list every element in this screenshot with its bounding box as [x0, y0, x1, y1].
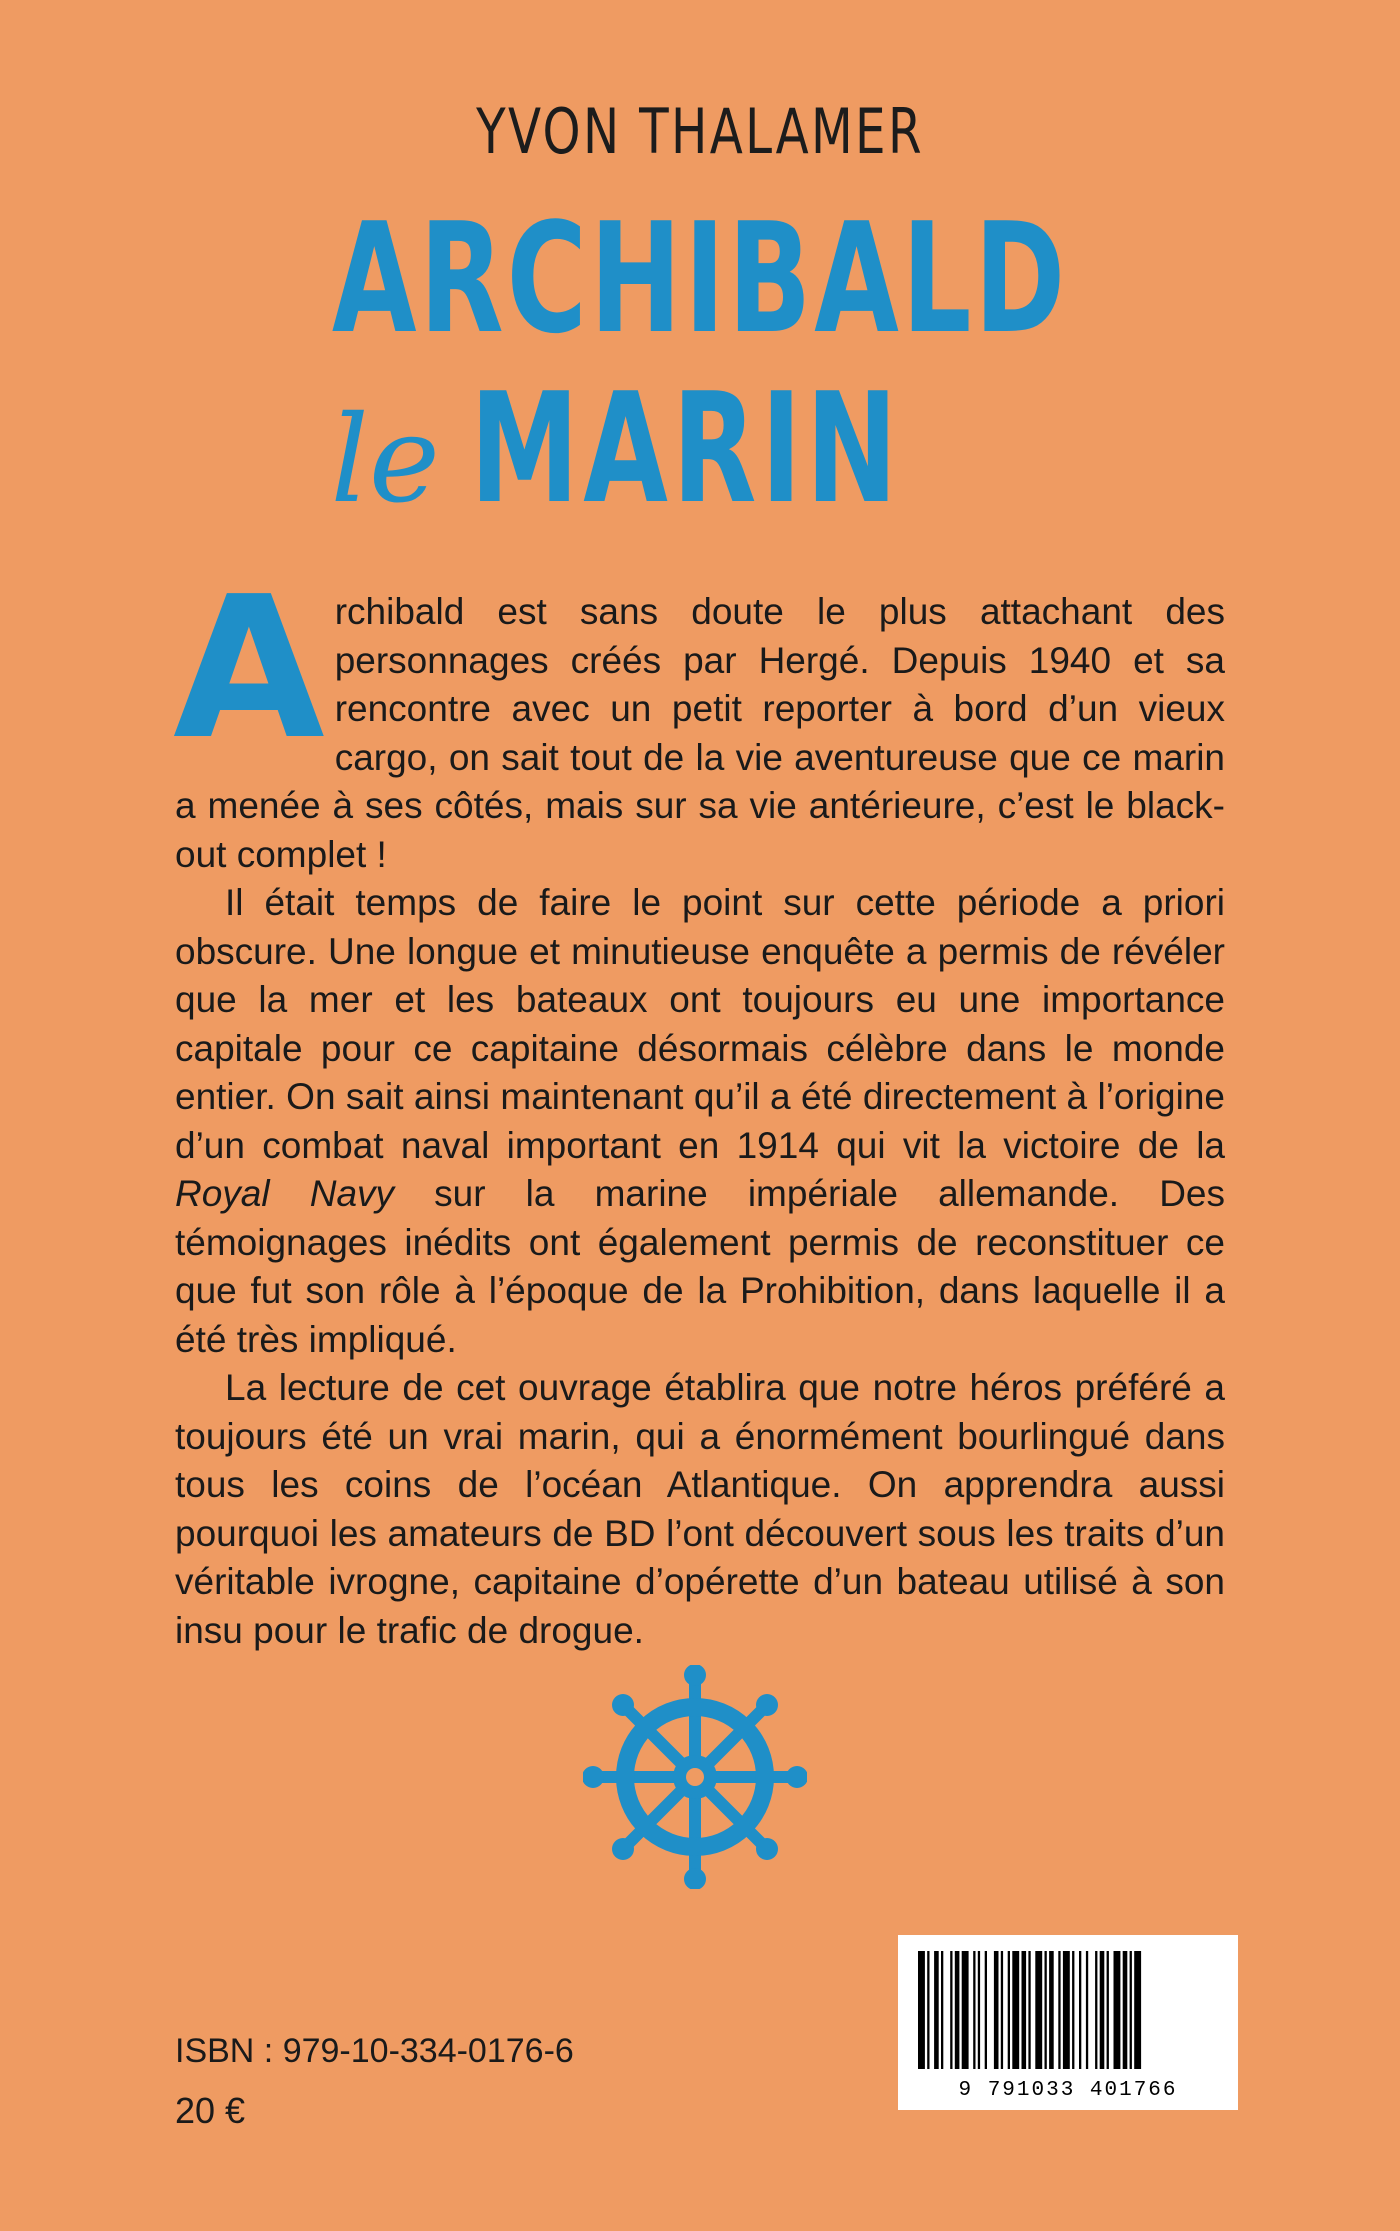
- book-title-line2: [0, 360, 1400, 537]
- ship-wheel-icon: [583, 1665, 807, 1889]
- book-title-le: le: [330, 391, 440, 530]
- barcode: [898, 1935, 1238, 2110]
- blurb-p2-text-a: Il était temps de faire le point sur cette période a priori obscure. Une longue et minutieuse enquête a permis de révéler que la mer et les bateaux ont toujours eu une importance capitale pour ce capitaine désormais célèbre dans le monde entier. On sait ainsi maintenant qu’il a été directement à l’origine d’un combat naval important en 1914 qui vit la victoire de la: [175, 882, 1225, 1166]
- book-title-line1: ARCHIBALD: [331, 190, 1069, 367]
- back-cover-blurb: [173, 555, 1225, 1655]
- book-title-marin: MARIN: [469, 360, 902, 537]
- blurb-paragraph-2: [175, 879, 1225, 1364]
- barcode-digits: 9 791033 401766: [958, 2079, 1178, 2102]
- barcode-bars: [916, 1951, 1220, 2069]
- author-name: YVON THALAMER: [476, 95, 924, 168]
- blurb-paragraph-3: La lecture de cet ouvrage établira que notre héros préféré a toujours été un vrai marin, qui a énormément bourlingué dans tous les coins de l’océan Atlantique. On apprendra aussi pourquoi les amateurs de BD l’ont découvert sous les traits d’un véritable ivrogne, capitaine d’opérette d’un bateau utilisé à son insu pour le trafic de drogue.: [175, 1367, 1225, 1651]
- blurb-p2-text-b: sur la marine impériale allemande. Des témoignages inédits ont également permis de reconstituer ce que fut son rôle à l’époque de la Prohibition, dans laquelle il a été très impliqué.: [175, 1173, 1225, 1360]
- blurb-p2-italic: Royal Navy: [175, 1173, 395, 1214]
- drop-cap: A: [173, 555, 325, 783]
- isbn-number: ISBN : 979-10-334-0176-6: [175, 2032, 574, 2070]
- blurb-p1-text: rchibald est sans doute le plus attachant des personnages créés par Hergé. Depuis 1940 et sa rencontre avec un petit reporter à bord d’un vieux cargo, on sait tout de la vie aventureuse que ce marin a menée à ses côtés, mais sur sa vie antérieure, c’est le black-out complet !: [175, 591, 1225, 875]
- price: 20 €: [175, 2090, 246, 2131]
- blurb-paragraph-1: [173, 555, 1225, 879]
